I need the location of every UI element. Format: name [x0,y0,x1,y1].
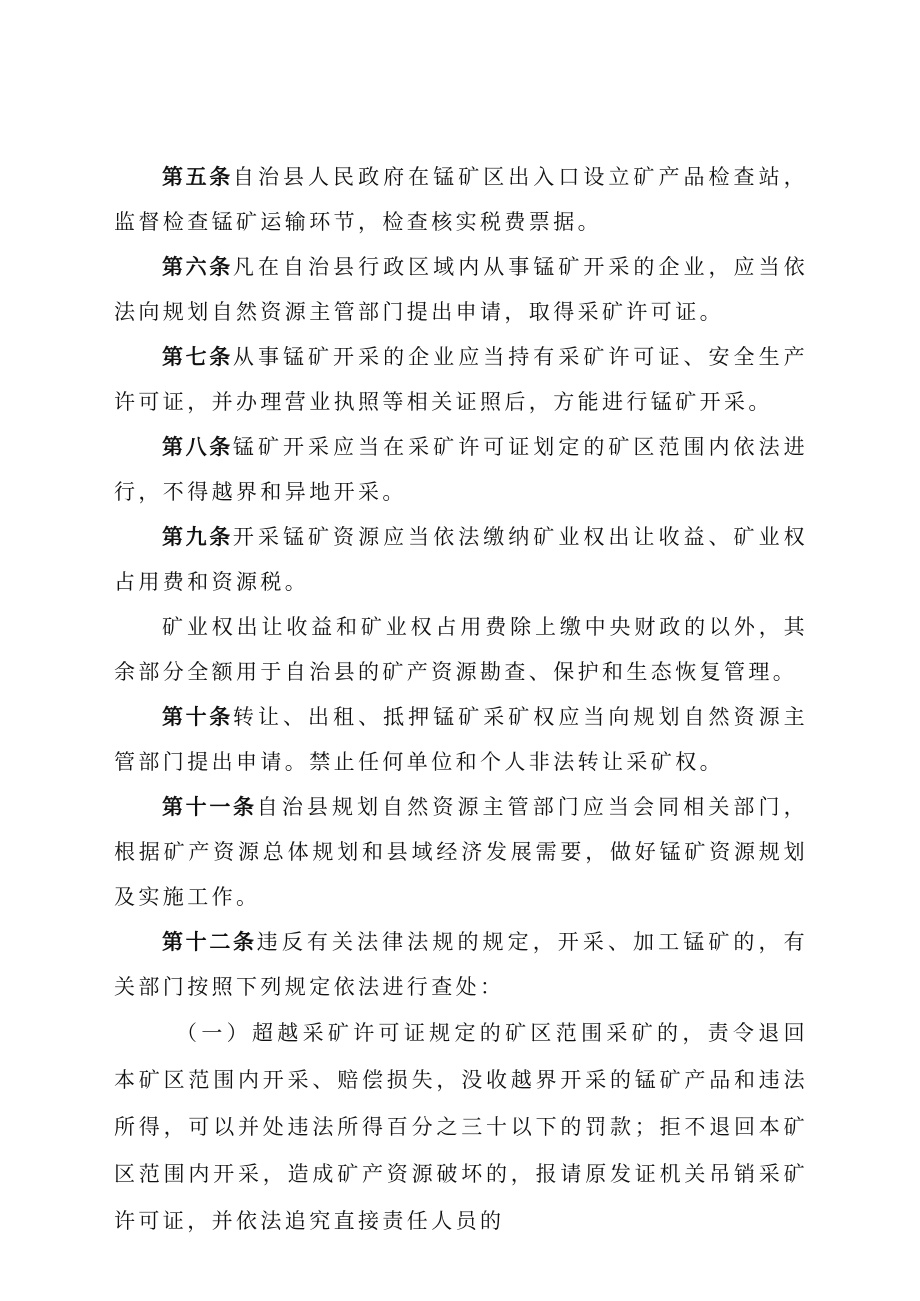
article-12-item-1 [114,1010,808,1245]
article-8 [114,425,808,515]
article-number: 第十条 [162,705,233,729]
article-9 [114,515,808,605]
article-text: 开采锰矿资源应当依法缴纳矿业权出让收益、矿业权占用费和资源税。 [114,525,809,594]
article-text: 矿业权出让收益和矿业权占用费除上缴中央财政的以外，其余部分全额用于自治县的矿产资源勘查、保护和生态恢复管理。 [114,615,808,684]
document-page [114,155,808,1245]
article-number: 第九条 [162,525,233,549]
article-text: 从事锰矿开采的企业应当持有采矿许可证、安全生产许可证，并办理营业执照等相关证照后，方能进行锰矿开采。 [114,345,809,414]
item-text: （一）超越采矿许可证规定的矿区范围采矿的，责令退回本矿区范围内开采、赔偿损失，没收越界开采的锰矿产品和违法所得，可以并处违法所得百分之三十以下的罚款；拒不退回本矿区范围内开采，造成矿产资源破坏的，报请原发证机关吊销采矿许可证，并依法追究直接责任人员的 [114,1021,808,1233]
article-9-clause-2 [114,605,808,695]
article-number: 第八条 [162,435,233,459]
article-number: 第六条 [162,255,233,279]
article-11 [114,785,808,920]
article-5 [114,155,808,245]
article-10 [114,695,808,785]
article-12 [114,920,808,1010]
article-text: 自治县人民政府在锰矿区出入口设立矿产品检查站，监督检查锰矿运输环节，检查核实税费票据。 [114,165,809,234]
article-number: 第五条 [162,165,233,189]
article-text: 锰矿开采应当在采矿许可证划定的矿区范围内依法进行，不得越界和异地开采。 [114,435,809,504]
article-number: 第十一条 [162,795,257,819]
article-6 [114,245,808,335]
article-7 [114,335,808,425]
article-number: 第十二条 [162,930,257,954]
article-text: 违反有关法律法规的规定，开采、加工锰矿的，有关部门按照下列规定依法进行查处： [114,930,808,999]
article-text: 转让、出租、抵押锰矿采矿权应当向规划自然资源主管部门提出申请。禁止任何单位和个人非法转让采矿权。 [114,705,809,774]
article-number: 第七条 [162,345,233,369]
article-text: 自治县规划自然资源主管部门应当会同相关部门，根据矿产资源总体规划和县域经济发展需要，做好锰矿资源规划及实施工作。 [114,795,808,909]
article-text: 凡在自治县行政区域内从事锰矿开采的企业，应当依法向规划自然资源主管部门提出申请，取得采矿许可证。 [114,255,809,324]
